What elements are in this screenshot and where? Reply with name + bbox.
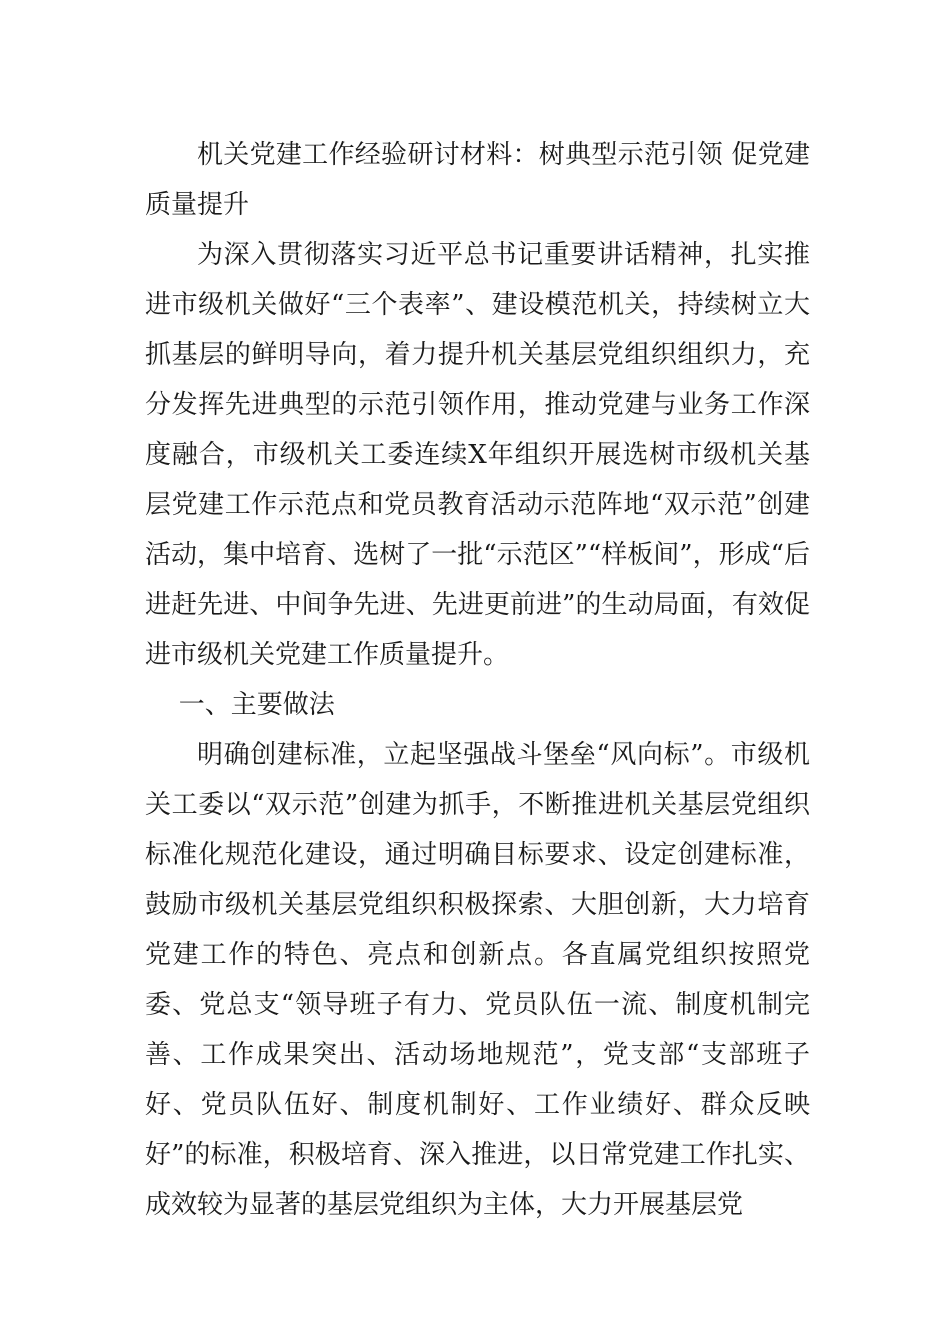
document-title: 机关党建工作经验研讨材料：树典型示范引领 促党建质量提升 xyxy=(145,140,810,220)
section-heading: 一、主要做法 xyxy=(178,690,335,720)
intro-paragraph: 为深入贯彻落实习近平总书记重要讲话精神，扎实推进市级机关做好“三个表率”、建设模范机关，持续树立大抓基层的鲜明导向，着力提升机关基层党组织组织力，充分发挥先进典型的示范引领作用，推动党建与业务工作深度融合，市级机关工委连续X年组织开展选树市级机关基层党建工作示范点和党员教育活动示范阵地“双示范”创建活动，集中培育、选树了一批“示范区”“样板间”，形成“后进赶先进、中间争先进、先进更前进”的生动局面，有效促进市级机关党建工作质量提升。 xyxy=(145,240,810,670)
document-body xyxy=(145,130,810,1230)
body-paragraph: 明确创建标准，立起坚强战斗堡垒“风向标”。市级机关工委以“双示范”创建为抓手，不断推进机关基层党组织标准化规范化建设，通过明确目标要求、设定创建标准，鼓励市级机关基层党组织积极探索、大胆创新，大力培育党建工作的特色、亮点和创新点。各直属党组织按照党委、党总支“领导班子有力、党员队伍一流、制度机制完善、工作成果突出、活动场地规范”，党支部“支部班子好、党员队伍好、制度机制好、工作业绩好、群众反映好”的标准，积极培育、深入推进，以日常党建工作扎实、成效较为显著的基层党组织为主体，大力开展基层党 xyxy=(145,740,810,1220)
